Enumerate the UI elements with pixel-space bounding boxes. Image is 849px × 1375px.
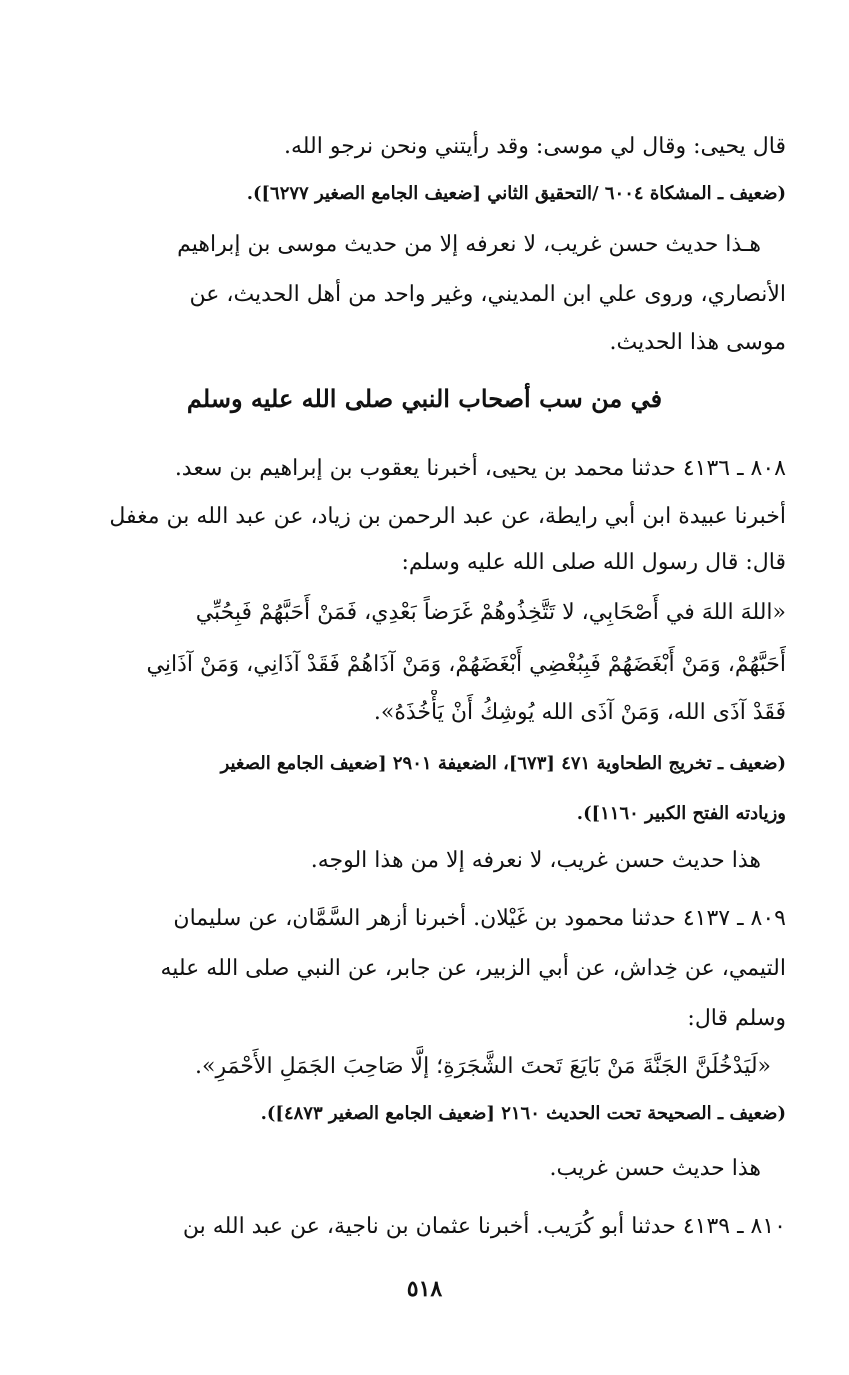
text-line-10: التيمي، عن خِداش، عن أبي الزبير، عن جابر، عن النبي صلى الله عليه bbox=[160, 956, 786, 981]
hadith-line-3: فَقَدْ آذَى الله، وَمَنْ آذَى الله يُوشِكُ أَنْ يَأْخُذَهُ». bbox=[373, 700, 786, 725]
section-heading: في من سب أصحاب النبي صلى الله عليه وسلم bbox=[186, 384, 663, 413]
text-line-9: ٨٠٩ ـ ٤١٣٧ حدثنا محمود بن غَيْلان. أخبرنا أزهر السَّمَّان، عن سليمان bbox=[173, 906, 786, 931]
text-line-2: هـذا حديث حسن غريب، لا نعرفه إلا من حديث موسى بن إبراهيم bbox=[177, 232, 761, 257]
note-line-4: (ضعيف ـ الصحيحة تحت الحديث ٢١٦٠ [ضعيف الجامع الصغير ٤٨٧٣]). bbox=[260, 1103, 786, 1124]
page-number: ٥١٨ bbox=[406, 1276, 443, 1302]
text-line-7: قال: قال رسول الله صلى الله عليه وسلم: bbox=[401, 550, 786, 575]
text-line-6: أخبرنا عبيدة ابن أبي رايطة، عن عبد الرحمن بن زياد، عن عبد الله بن مغفل bbox=[109, 504, 786, 529]
text-line-8: هذا حديث حسن غريب، لا نعرفه إلا من هذا الوجه. bbox=[310, 848, 761, 873]
text-line-1: قال يحيى: وقال لي موسى: وقد رأيتني ونحن نرجو الله. bbox=[283, 134, 786, 159]
note-line-3: وزيادته الفتح الكبير ١١٦٠]). bbox=[576, 803, 786, 824]
note-line-2: (ضعيف ـ تخريج الطحاوية ٤٧١ [٦٧٣]، الضعيفة ٢٩٠١ [ضعيف الجامع الصغير bbox=[220, 753, 786, 774]
hadith-line-2: أَحَبَّهُمْ، وَمَنْ أَبْغَضَهُمْ فَبِبُغْضِي أَبْغَضَهُمْ، وَمَنْ آذَاهُمْ فَقَدْ آذَانِي، وَمَنْ آذَانِي bbox=[146, 652, 786, 677]
hadith-line-1: «اللهَ اللهَ في أَصْحَابِي، لا تَتَّخِذُوهُمْ غَرَضاً بَعْدِي، فَمَنْ أَحَبَّهُمْ فَبِحُبِّي bbox=[195, 600, 786, 625]
text-line-13: ٨١٠ ـ ٤١٣٩ حدثنا أبو كُرَيب. أخبرنا عثمان بن ناجية، عن عبد الله بن bbox=[182, 1214, 786, 1239]
text-line-4: موسى هذا الحديث. bbox=[609, 330, 786, 355]
text-line-12: هذا حديث حسن غريب. bbox=[549, 1156, 761, 1181]
hadith-line-4: «لَيَدْخُلَنَّ الجَنَّةَ مَنْ بَايَعَ تَحتَ الشَّجَرَةِ؛ إلَّا صَاحِبَ الجَمَلِ الأَحْمَرِ». bbox=[195, 1054, 771, 1079]
note-line-1: (ضعيف ـ المشكاة ٦٠٠٤ /التحقيق الثاني [ضعيف الجامع الصغير ٦٢٧٧]). bbox=[246, 183, 786, 204]
text-line-11: وسلم قال: bbox=[687, 1006, 786, 1031]
text-line-3: الأنصاري، وروى علي ابن المديني، وغير واحد من أهل الحديث، عن bbox=[189, 282, 786, 307]
text-line-5: ٨٠٨ ـ ٤١٣٦ حدثنا محمد بن يحيى، أخبرنا يعقوب بن إبراهيم بن سعد. bbox=[174, 456, 786, 481]
